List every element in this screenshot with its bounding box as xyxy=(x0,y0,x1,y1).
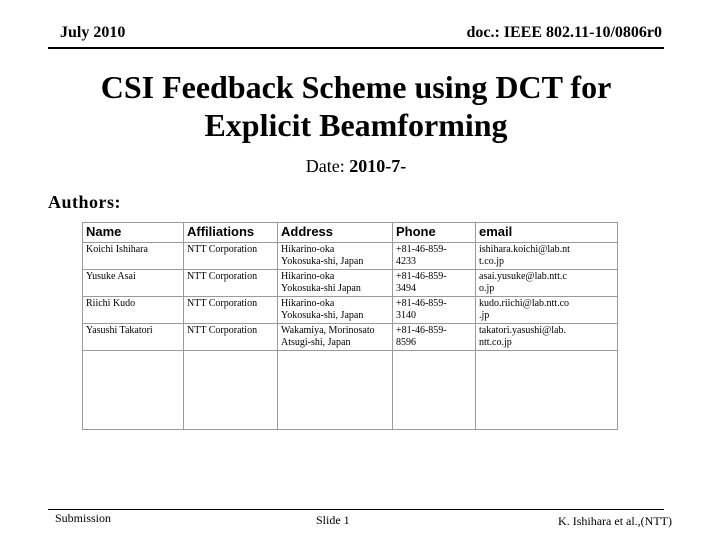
author-name: Yusuke Asai xyxy=(83,270,184,297)
author-address xyxy=(278,243,393,270)
table-row xyxy=(83,324,618,351)
empty-cell xyxy=(184,351,278,430)
author-affiliation: NTT Corporation xyxy=(184,243,278,270)
table-row-empty xyxy=(83,351,618,430)
author-email xyxy=(476,324,618,351)
author-phone xyxy=(393,297,476,324)
slide-title xyxy=(0,68,712,144)
author-email xyxy=(476,297,618,324)
address-line: Atsugi-shi, Japan xyxy=(281,337,351,348)
date-line xyxy=(0,156,712,177)
email-line: ntt.co.jp xyxy=(479,337,512,348)
author-address xyxy=(278,297,393,324)
address-line: Yokosuka-shi Japan xyxy=(281,283,361,294)
empty-cell xyxy=(83,351,184,430)
slide-title-line-1: CSI Feedback Scheme using DCT for xyxy=(100,69,612,105)
author-address xyxy=(278,270,393,297)
date-value: 2010-7- xyxy=(349,156,407,176)
address-line: Yokosuka-shi, Japan xyxy=(281,310,364,321)
address-line: Wakamiya, Morinosato xyxy=(281,325,375,336)
phone-line: 3140 xyxy=(396,310,416,321)
email-line: takatori.yasushi@lab. xyxy=(479,325,566,336)
author-address xyxy=(278,324,393,351)
column-header-email: email xyxy=(476,223,618,243)
phone-line: 3494 xyxy=(396,283,416,294)
empty-cell xyxy=(393,351,476,430)
address-line: Yokosuka-shi, Japan xyxy=(281,256,364,267)
column-header-affiliations: Affiliations xyxy=(184,223,278,243)
table-row xyxy=(83,270,618,297)
phone-line: 8596 xyxy=(396,337,416,348)
author-affiliation: NTT Corporation xyxy=(184,297,278,324)
author-name: Yasushi Takatori xyxy=(83,324,184,351)
phone-line: 4233 xyxy=(396,256,416,267)
address-line: Hikarino-oka xyxy=(281,271,335,282)
author-phone xyxy=(393,243,476,270)
header-divider xyxy=(48,47,664,49)
column-header-name: Name xyxy=(83,223,184,243)
footer-slide-number: Slide 1 xyxy=(316,513,350,527)
phone-line: +81-46-859- xyxy=(396,271,447,282)
table-row xyxy=(83,243,618,270)
author-phone xyxy=(393,270,476,297)
author-affiliation: NTT Corporation xyxy=(184,324,278,351)
email-line: o.jp xyxy=(479,283,495,294)
author-email xyxy=(476,243,618,270)
column-header-address: Address xyxy=(278,223,393,243)
author-name: Riichi Kudo xyxy=(83,297,184,324)
header-doc-id: doc.: IEEE 802.11-10/0806r0 xyxy=(466,24,662,41)
authors-table xyxy=(82,222,618,430)
empty-cell xyxy=(476,351,618,430)
author-name: Koichi Ishihara xyxy=(83,243,184,270)
email-line: asai.yusuke@lab.ntt.c xyxy=(479,271,567,282)
authors-label: Authors: xyxy=(48,192,122,212)
date-label: Date: xyxy=(305,156,345,176)
email-line: ishihara.koichi@lab.nt xyxy=(479,244,570,255)
email-line: .jp xyxy=(479,310,490,321)
footer-authors: K. Ishihara et al.,(NTT) xyxy=(558,514,672,528)
author-affiliation: NTT Corporation xyxy=(184,270,278,297)
address-line: Hikarino-oka xyxy=(281,298,335,309)
table-row xyxy=(83,297,618,324)
phone-line: +81-46-859- xyxy=(396,244,447,255)
column-header-phone: Phone xyxy=(393,223,476,243)
address-line: Hikarino-oka xyxy=(281,244,335,255)
footer-submission: Submission xyxy=(55,511,112,525)
footer-divider xyxy=(48,509,664,510)
phone-line: +81-46-859- xyxy=(396,298,447,309)
table-header-row xyxy=(83,223,618,243)
author-email xyxy=(476,270,618,297)
header-date: July 2010 xyxy=(60,24,126,41)
email-line: kudo.riichi@lab.ntt.co xyxy=(479,298,570,309)
slide-title-line-2: Explicit Beamforming xyxy=(204,107,508,143)
empty-cell xyxy=(278,351,393,430)
author-phone xyxy=(393,324,476,351)
phone-line: +81-46-859- xyxy=(396,325,447,336)
email-line: t.co.jp xyxy=(479,256,504,267)
